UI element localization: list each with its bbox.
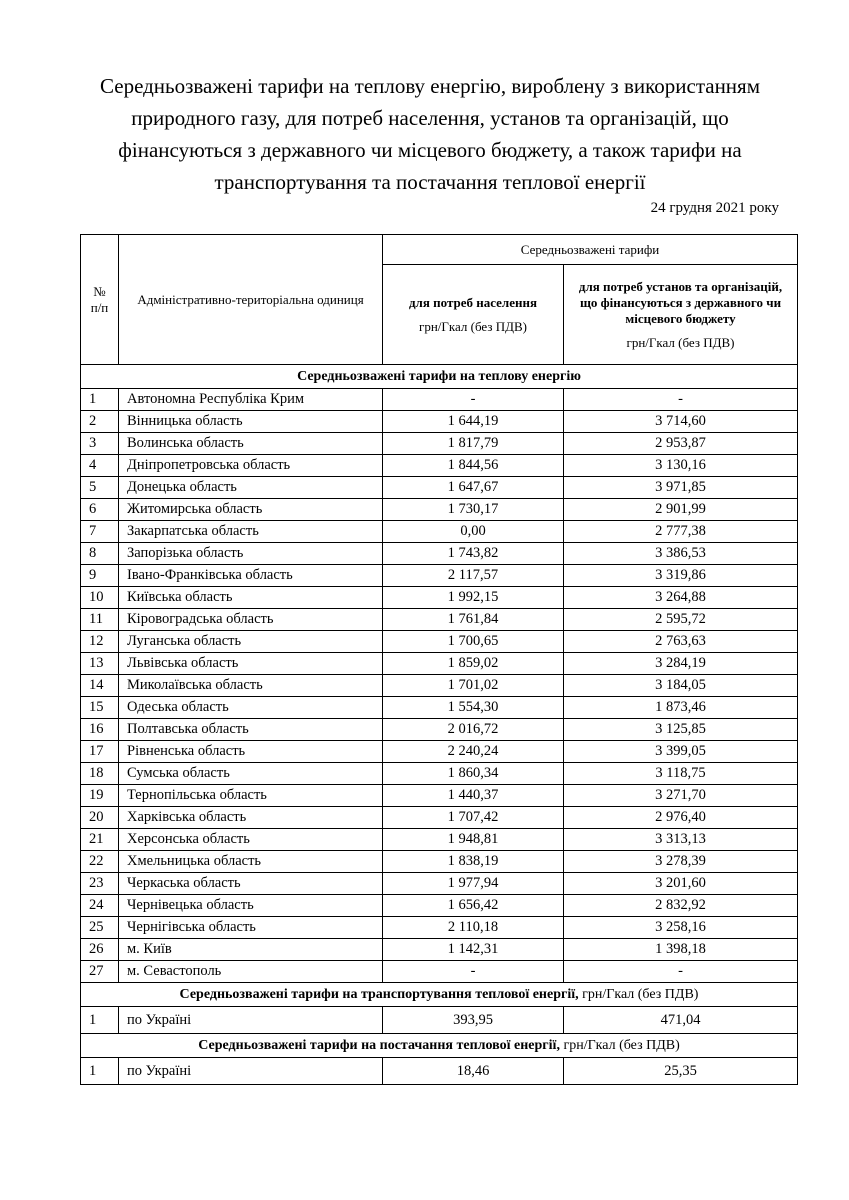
row-population-value: 1 701,02 (383, 675, 564, 697)
row-name: Луганська область (119, 631, 383, 653)
row-population-value: 2 240,24 (383, 741, 564, 763)
section-transport-label: Середньозважені тарифи на транспортування теплової енергії, (179, 986, 579, 1002)
row-population-value: 1 977,94 (383, 873, 564, 895)
row-number: 13 (81, 653, 119, 675)
header-institutions (564, 265, 798, 365)
section-heat-title: Середньозважені тарифи на теплову енергію (81, 365, 798, 389)
row-institutions-value: 3 271,70 (564, 785, 798, 807)
row-name: Сумська область (119, 763, 383, 785)
table-row (81, 609, 798, 631)
row-institutions-value: 1 398,18 (564, 939, 798, 961)
table-row (81, 763, 798, 785)
row-population-value: 0,00 (383, 521, 564, 543)
row-name: Одеська область (119, 697, 383, 719)
table-row (81, 697, 798, 719)
row-population-value: 1 647,67 (383, 477, 564, 499)
table-row (81, 675, 798, 697)
row-number: 23 (81, 873, 119, 895)
section-supply-unit: грн/Гкал (без ПДВ) (563, 1037, 680, 1053)
row-number: 5 (81, 477, 119, 499)
row-population-value: 1 817,79 (383, 433, 564, 455)
row-institutions-value: 3 264,88 (564, 587, 798, 609)
row-population-value: 2 016,72 (383, 719, 564, 741)
header-population (383, 265, 564, 365)
row-population-value: 1 859,02 (383, 653, 564, 675)
row-number: 26 (81, 939, 119, 961)
row-institutions-value: 3 319,86 (564, 565, 798, 587)
row-institutions-value: 3 184,05 (564, 675, 798, 697)
row-name: Хмельницька область (119, 851, 383, 873)
tariffs-table (80, 234, 798, 1085)
section-supply-label: Середньозважені тарифи на постачання теплової енергії, (198, 1037, 560, 1053)
row-number: 25 (81, 917, 119, 939)
row-name: Волинська область (119, 433, 383, 455)
row-number: 1 (81, 389, 119, 411)
table-row (81, 917, 798, 939)
row-name: Вінницька область (119, 411, 383, 433)
row-institutions-value: 471,04 (564, 1007, 798, 1034)
header-institutions-label: для потреб установ та організацій, що фінансуються з державного чи місцевого бюджету (578, 278, 783, 326)
table-row (81, 653, 798, 675)
row-number: 27 (81, 961, 119, 983)
row-institutions-value: 3 971,85 (564, 477, 798, 499)
table-row (81, 411, 798, 433)
table-row (81, 895, 798, 917)
row-population-value: - (383, 389, 564, 411)
row-name: по Україні (119, 1058, 383, 1085)
header-weighted-tariffs: Середньозважені тарифи (383, 235, 798, 265)
row-institutions-value: 3 714,60 (564, 411, 798, 433)
row-name: Дніпропетровська область (119, 455, 383, 477)
row-population-value: 393,95 (383, 1007, 564, 1034)
row-institutions-value: 3 313,13 (564, 829, 798, 851)
row-institutions-value: 2 763,63 (564, 631, 798, 653)
document-title: Середньозважені тарифи на теплову енергію, вироблену з використанням природного газу, для потреб населення, установ та організацій, що фінансуються з державного чи місцевого бюджету, а також тарифи на транспортування та постачання теплової енергії (99, 74, 760, 194)
row-name: Харківська область (119, 807, 383, 829)
row-name: Полтавська область (119, 719, 383, 741)
row-name: Миколаївська область (119, 675, 383, 697)
table-row (81, 741, 798, 763)
row-number: 4 (81, 455, 119, 477)
row-population-value: 1 554,30 (383, 697, 564, 719)
row-number: 9 (81, 565, 119, 587)
row-institutions-value: 3 201,60 (564, 873, 798, 895)
row-name: Чернівецька область (119, 895, 383, 917)
row-institutions-value: 3 278,39 (564, 851, 798, 873)
row-institutions-value: 2 901,99 (564, 499, 798, 521)
row-number: 17 (81, 741, 119, 763)
header-admin-unit: Адміністративно-територіальна одиниця (119, 235, 383, 365)
table-row (81, 587, 798, 609)
row-number: 18 (81, 763, 119, 785)
row-institutions-value: 3 399,05 (564, 741, 798, 763)
row-name: Донецька область (119, 477, 383, 499)
row-number: 3 (81, 433, 119, 455)
row-number: 7 (81, 521, 119, 543)
row-population-value: 2 117,57 (383, 565, 564, 587)
row-institutions-value: 25,35 (564, 1058, 798, 1085)
table-row (81, 851, 798, 873)
row-number: 12 (81, 631, 119, 653)
row-institutions-value: 3 258,16 (564, 917, 798, 939)
row-population-value: 1 707,42 (383, 807, 564, 829)
row-name: по Україні (119, 1007, 383, 1034)
header-number: № п/п (81, 235, 119, 365)
row-population-value: 1 656,42 (383, 895, 564, 917)
row-name: Чернігівська область (119, 917, 383, 939)
row-number: 24 (81, 895, 119, 917)
row-name: Черкаська область (119, 873, 383, 895)
row-institutions-value: 1 873,46 (564, 697, 798, 719)
row-number: 21 (81, 829, 119, 851)
row-number: 2 (81, 411, 119, 433)
table-row (81, 433, 798, 455)
row-population-value: 1 644,19 (383, 411, 564, 433)
header-population-unit: грн/Гкал (без ПДВ) (419, 318, 527, 334)
row-number: 8 (81, 543, 119, 565)
table-row (81, 939, 798, 961)
table-row (81, 521, 798, 543)
document-date: 24 грудня 2021 року (650, 200, 779, 216)
row-population-value: 1 860,34 (383, 763, 564, 785)
row-institutions-value: 3 284,19 (564, 653, 798, 675)
row-population-value: 1 743,82 (383, 543, 564, 565)
row-number: 22 (81, 851, 119, 873)
table-row (81, 829, 798, 851)
row-number: 1 (81, 1058, 119, 1085)
row-name: Рівненська область (119, 741, 383, 763)
row-name: Кіровоградська область (119, 609, 383, 631)
row-name: Житомирська область (119, 499, 383, 521)
row-institutions-value: 2 595,72 (564, 609, 798, 631)
row-population-value: 1 992,15 (383, 587, 564, 609)
row-name: Київська область (119, 587, 383, 609)
row-population-value: 1 761,84 (383, 609, 564, 631)
row-institutions-value: 3 130,16 (564, 455, 798, 477)
section-transport-unit: грн/Гкал (без ПДВ) (582, 986, 699, 1002)
row-institutions-value: - (564, 389, 798, 411)
row-number: 20 (81, 807, 119, 829)
header-population-label: для потреб населення (408, 294, 538, 310)
table-row (81, 543, 798, 565)
row-institutions-value: 3 125,85 (564, 719, 798, 741)
table-row (81, 499, 798, 521)
row-name: Тернопільська область (119, 785, 383, 807)
row-number: 11 (81, 609, 119, 631)
row-population-value: 1 700,65 (383, 631, 564, 653)
table-row (81, 1058, 798, 1085)
row-institutions-value: 3 386,53 (564, 543, 798, 565)
row-population-value: 1 440,37 (383, 785, 564, 807)
row-name: Запорізька область (119, 543, 383, 565)
row-number: 1 (81, 1007, 119, 1034)
table-row (81, 455, 798, 477)
row-name: Автономна Республіка Крим (119, 389, 383, 411)
table-row (81, 1007, 798, 1034)
row-population-value: - (383, 961, 564, 983)
row-population-value: 1 730,17 (383, 499, 564, 521)
row-institutions-value: 2 953,87 (564, 433, 798, 455)
table-row (81, 389, 798, 411)
row-name: м. Київ (119, 939, 383, 961)
row-population-value: 1 838,19 (383, 851, 564, 873)
row-number: 16 (81, 719, 119, 741)
table-row (81, 477, 798, 499)
row-population-value: 1 844,56 (383, 455, 564, 477)
table-row (81, 631, 798, 653)
row-name: Івано-Франківська область (119, 565, 383, 587)
table-row (81, 961, 798, 983)
table-row (81, 565, 798, 587)
row-name: Львівська область (119, 653, 383, 675)
row-number: 6 (81, 499, 119, 521)
row-population-value: 1 948,81 (383, 829, 564, 851)
row-name: м. Севастополь (119, 961, 383, 983)
row-institutions-value: - (564, 961, 798, 983)
row-number: 14 (81, 675, 119, 697)
section-transport-title (81, 983, 798, 1007)
row-institutions-value: 2 976,40 (564, 807, 798, 829)
table-row (81, 785, 798, 807)
header-institutions-unit: грн/Гкал (без ПДВ) (626, 334, 735, 350)
row-population-value: 2 110,18 (383, 917, 564, 939)
row-institutions-value: 3 118,75 (564, 763, 798, 785)
row-institutions-value: 2 777,38 (564, 521, 798, 543)
table-row (81, 807, 798, 829)
section-supply-title (81, 1034, 798, 1058)
table-row (81, 719, 798, 741)
row-population-value: 1 142,31 (383, 939, 564, 961)
row-name: Закарпатська область (119, 521, 383, 543)
table-row (81, 873, 798, 895)
row-number: 10 (81, 587, 119, 609)
row-population-value: 18,46 (383, 1058, 564, 1085)
row-number: 19 (81, 785, 119, 807)
row-name: Херсонська область (119, 829, 383, 851)
row-institutions-value: 2 832,92 (564, 895, 798, 917)
row-number: 15 (81, 697, 119, 719)
